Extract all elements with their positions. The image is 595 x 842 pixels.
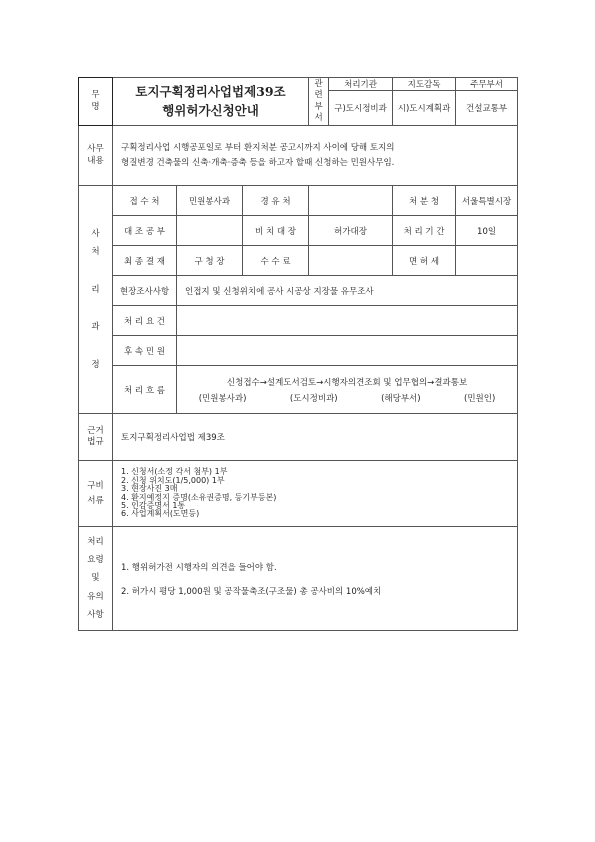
cell-ledger-value [177,216,243,246]
flow-dept-3: (해당부서) [381,393,421,404]
header-column-department: 주무부서 [456,78,518,91]
process-flow-steps: 신청접수→설계도서검토→시행자의견조회 및 업무협의→결과통보 [226,377,468,388]
survey-label: 현장조사사항 [113,276,177,306]
document-item: 5. 인감증명서 1통 [121,500,186,510]
cell-license-tax-value [456,246,518,276]
cell-reception-value: 민원봉사과 [177,186,243,216]
flow-dept-2: (도시정비과) [289,393,338,404]
cell-fee-label: 수 수 료 [243,246,309,276]
cell-via-label: 경 유 처 [243,186,309,216]
cell-ledger-label: 대 조 공 부 [113,216,177,246]
document-item: 6. 사업계획서(도면등) [121,509,200,519]
requirement-label: 처 리 요 건 [113,306,177,336]
documents-list [113,461,518,527]
note-item: 2. 허가시 평당 1,000원 및 공작물축조(구조물) 총 공사비의 10%예치 [121,586,382,597]
cell-via-value [309,186,393,216]
flow-dept-4: (민원인) [464,393,496,404]
process-flow-label: 처 리 흐 름 [113,366,177,414]
cell-disposal-label: 처 분 청 [393,186,456,216]
documents-label: 구비 서류 [79,461,113,527]
task-name-label: 무 명 [79,78,113,126]
process-side-label: 사 처 리 과 정 [79,186,113,414]
cell-period-label: 처 리 기 간 [393,216,456,246]
cell-disposal-value: 서울특별시장 [456,186,518,216]
header-value-department: 건설교통부 [456,91,518,126]
follow-up-label: 후 속 민 원 [113,336,177,366]
cell-license-tax-label: 면 허 세 [393,246,456,276]
application-guide-form [78,77,517,631]
cell-register-label: 비 치 대 장 [243,216,309,246]
affairs-description: 구획정리사업 시행공포일로 부터 환지처분 공고시까지 사이에 당해 토지의 형질변경 건축물의 신축·개축·증축 등을 하고자 할때 신청하는 민원사무임. [113,126,518,186]
process-flow [177,366,518,414]
document-item: 3. 현장사진 3매 [121,484,178,494]
cell-register-value: 허가대장 [309,216,393,246]
survey-text: 인접지 및 신청위치에 공사 시공상 지장물 유무조사 [177,276,518,306]
cell-fee-value [309,246,393,276]
header-column-processing-org: 처리기관 [329,78,393,91]
note-item: 1. 행위허가전 시행자의 의견을 들어야 함. [121,562,277,573]
requirement-text [177,306,518,336]
affairs-label: 사무 내용 [79,126,113,186]
cell-approval-value: 구 청 장 [177,246,243,276]
flow-dept-1: (민원봉사과) [198,393,247,404]
follow-up-text [177,336,518,366]
process-flow-departments [177,392,517,404]
document-item: 4. 환지예정지 증명(소유권증명, 등기부등본) [121,492,277,502]
cell-reception-label: 접 수 처 [113,186,177,216]
cell-period-value: 10일 [456,216,518,246]
document-title: 토지구획정리사업법제39조 행위허가신청안내 [113,78,309,126]
basis-text: 토지구획정리사업법 제39조 [113,414,518,461]
document-item: 2. 신청 위치도(1/5,000) 1부 [121,475,225,485]
header-value-processing-org: 구)도시정비과 [329,91,393,126]
notes-label: 처리 요령 및 유의 사항 [79,527,113,631]
document-item: 1. 신청서(소정 각서 첨부) 1부 [121,467,228,477]
basis-label: 근거 법규 [79,414,113,461]
cell-approval-label: 최 종 결 재 [113,246,177,276]
notes-list [113,527,518,631]
header-value-supervision: 시)도시계획과 [393,91,456,126]
header-column-supervision: 지도감독 [393,78,456,91]
related-department-label: 관 련 부 서 [309,78,329,126]
